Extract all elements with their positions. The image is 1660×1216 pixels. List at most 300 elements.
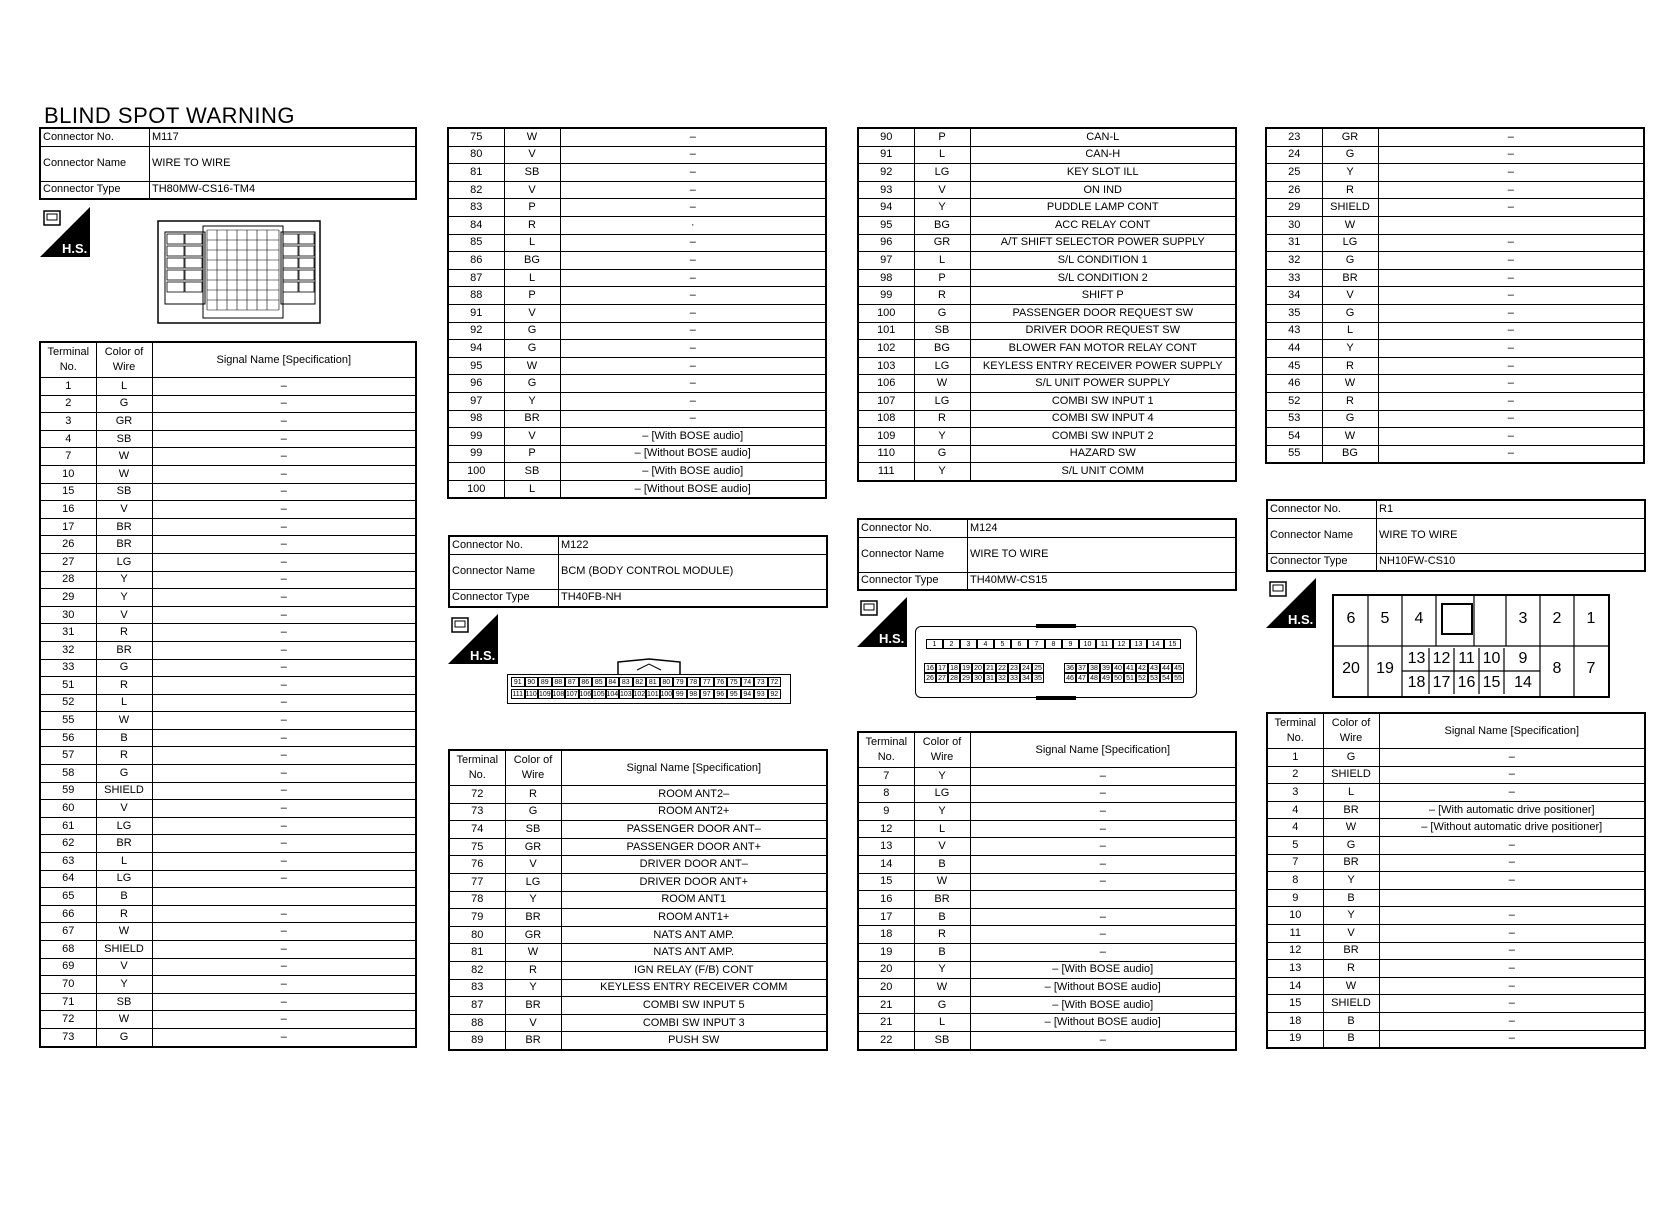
pin: 46: [1064, 673, 1076, 683]
col-color: Color of Wire: [1323, 713, 1379, 749]
terminal-no: 106: [858, 375, 914, 393]
signal-name: S/L CONDITION 1: [970, 252, 1236, 270]
table-row: [448, 304, 826, 322]
terminal-no: 3: [40, 413, 96, 431]
connector-no-label: Connector No.: [1267, 500, 1377, 518]
wire-color: Y: [914, 428, 970, 446]
table-row: [40, 641, 416, 659]
table-row: [858, 357, 1236, 375]
table-row: [858, 375, 1236, 393]
col-signal: Signal Name [Specification]: [970, 732, 1236, 768]
pin: 25: [1032, 663, 1044, 673]
table-row: [858, 1014, 1236, 1032]
wire-color: V: [505, 856, 561, 874]
table-row: [1267, 1012, 1645, 1030]
pin-6: 6: [1346, 610, 1356, 627]
terminal-no: 9: [858, 803, 914, 821]
signal-name: DRIVER DOOR REQUEST SW: [970, 322, 1236, 340]
terminal-no: 53: [1266, 410, 1322, 428]
terminal-no: 81: [449, 944, 505, 962]
wire-color: Y: [914, 768, 970, 786]
signal-name: –: [970, 873, 1236, 891]
signal-name: –: [1379, 995, 1645, 1013]
table-row: [448, 199, 826, 217]
table-row: [40, 413, 416, 431]
pin: 109: [539, 691, 551, 698]
terminal-no: 101: [858, 322, 914, 340]
wire-color: GR: [914, 234, 970, 252]
table-row: [449, 1032, 827, 1050]
table-row: [448, 463, 826, 481]
signal-name: –: [1378, 128, 1644, 146]
terminal-no: 80: [449, 926, 505, 944]
signal-name: –: [152, 747, 416, 765]
wire-color: R: [1322, 181, 1378, 199]
wire-color: BR: [914, 891, 970, 909]
connector-info-r1: [1266, 499, 1646, 572]
pin-row-bottom: [511, 689, 781, 699]
terminal-no: 111: [858, 463, 914, 481]
signal-name: –: [1378, 322, 1644, 340]
pin: 101: [647, 691, 659, 698]
terminal-no: 31: [1266, 234, 1322, 252]
terminal-no: 107: [858, 392, 914, 410]
connector-name-value: WIRE TO WIRE: [968, 537, 1237, 572]
pin: 4: [977, 639, 994, 649]
wire-color: V: [504, 181, 560, 199]
signal-name: PASSENGER DOOR ANT–: [561, 821, 827, 839]
terminal-no: 100: [448, 480, 504, 498]
signal-name: –: [1379, 766, 1645, 784]
table-row: [449, 997, 827, 1015]
terminal-no: 67: [40, 923, 96, 941]
table-row: [1267, 784, 1645, 802]
table-row: [448, 340, 826, 358]
table-row: [448, 428, 826, 446]
terminal-no: 20: [858, 979, 914, 997]
table-row: [1266, 269, 1644, 287]
signal-name: ·: [560, 216, 826, 234]
table-row: [40, 589, 416, 607]
pin: 74: [741, 677, 755, 687]
signal-name: –: [152, 976, 416, 994]
hs-label: H.S.: [62, 241, 88, 256]
terminal-no: 57: [40, 747, 96, 765]
table-row: [1266, 375, 1644, 393]
pin: 1: [926, 639, 943, 649]
pin: 90: [525, 677, 539, 687]
signal-name: –: [1378, 269, 1644, 287]
terminal-no: 55: [1266, 445, 1322, 463]
signal-name: PASSENGER DOOR ANT+: [561, 838, 827, 856]
connector-name-label: Connector Name: [449, 554, 559, 589]
terminal-no: 110: [858, 445, 914, 463]
terminal-no: 81: [448, 164, 504, 182]
signal-name: –: [152, 694, 416, 712]
signal-name: CAN-H: [970, 146, 1236, 164]
signal-name: –: [152, 853, 416, 871]
signal-name: COMBI SW INPUT 4: [970, 410, 1236, 428]
table-row: [1266, 199, 1644, 217]
pin-11: 11: [1458, 650, 1475, 667]
table-row: [1266, 252, 1644, 270]
wire-color: G: [96, 1028, 152, 1046]
wire-color: V: [505, 1014, 561, 1032]
table-row: [448, 234, 826, 252]
table-row: [448, 269, 826, 287]
signal-name: PUSH SW: [561, 1032, 827, 1050]
signal-name: –: [152, 430, 416, 448]
wire-color: SB: [96, 993, 152, 1011]
signal-name: NATS ANT AMP.: [561, 944, 827, 962]
connector-no-value: R1: [1377, 500, 1646, 518]
wire-color: V: [504, 304, 560, 322]
pin: 16: [924, 663, 936, 673]
signal-name: –: [1378, 357, 1644, 375]
terminal-no: 73: [40, 1028, 96, 1046]
signal-name: – [With BOSE audio]: [560, 428, 826, 446]
wire-color: W: [1322, 216, 1378, 234]
wire-color: BR: [504, 410, 560, 428]
terminal-no: 21: [858, 996, 914, 1014]
pin: 81: [646, 677, 660, 687]
signal-name: – [With BOSE audio]: [970, 961, 1236, 979]
signal-name: –: [1378, 304, 1644, 322]
pin: 26: [924, 673, 936, 683]
signal-name: –: [152, 765, 416, 783]
table-row: [858, 428, 1236, 446]
signal-name: –: [970, 785, 1236, 803]
harness-side-icon: [1266, 578, 1316, 628]
terminal-no: 91: [448, 304, 504, 322]
wire-color: BG: [1322, 445, 1378, 463]
signal-name: –: [560, 340, 826, 358]
table-row: [448, 357, 826, 375]
signal-name: BLOWER FAN MOTOR RELAY CONT: [970, 340, 1236, 358]
wire-color: Y: [914, 199, 970, 217]
pin: 94: [741, 689, 755, 699]
pin: 77: [700, 677, 714, 687]
signal-name: –: [560, 128, 826, 146]
wire-color: Y: [914, 463, 970, 481]
wire-color: W: [1322, 375, 1378, 393]
connector-info-m117: [39, 127, 417, 200]
pin: 107: [566, 691, 578, 698]
table-row: [1267, 995, 1645, 1013]
signal-name: –: [152, 589, 416, 607]
signal-name: ROOM ANT1: [561, 891, 827, 909]
signal-name: –: [1378, 410, 1644, 428]
signal-name: DRIVER DOOR ANT+: [561, 873, 827, 891]
signal-name: –: [152, 483, 416, 501]
connector-type-label: Connector Type: [40, 181, 150, 199]
table-row: [1266, 322, 1644, 340]
table-row: [858, 269, 1236, 287]
signal-name: ROOM ANT2+: [561, 803, 827, 821]
terminal-no: 87: [449, 997, 505, 1015]
signal-name: –: [560, 392, 826, 410]
table-row: [858, 164, 1236, 182]
terminal-no: 76: [449, 856, 505, 874]
terminal-no: 91: [858, 146, 914, 164]
table-row: [40, 765, 416, 783]
signal-name: –: [152, 659, 416, 677]
col-signal: Signal Name [Specification]: [152, 342, 416, 378]
wire-color: W: [505, 944, 561, 962]
wire-color: R: [505, 961, 561, 979]
terminal-no: 63: [40, 853, 96, 871]
signal-name: –: [152, 993, 416, 1011]
signal-name: –: [152, 835, 416, 853]
wire-color: P: [504, 287, 560, 305]
terminal-no: 3: [1267, 784, 1323, 802]
signal-name: –: [1379, 836, 1645, 854]
table-row: [858, 961, 1236, 979]
table-row: [1266, 164, 1644, 182]
signal-name: –: [970, 926, 1236, 944]
signal-name: [1379, 889, 1645, 907]
signal-name: –: [152, 553, 416, 571]
signal-name: –: [152, 677, 416, 695]
table-row: [858, 340, 1236, 358]
table-row: [448, 445, 826, 463]
terminal-no: 69: [40, 958, 96, 976]
pin-14: 14: [1514, 674, 1532, 691]
pin: 111: [512, 691, 524, 698]
pin-3: 3: [1518, 610, 1528, 627]
terminal-no: 18: [858, 926, 914, 944]
signal-name: –: [970, 943, 1236, 961]
terminal-no: 7: [858, 768, 914, 786]
pin: 83: [619, 677, 633, 687]
pin: 84: [606, 677, 620, 687]
signal-name: –: [1378, 340, 1644, 358]
terminal-no: 100: [448, 463, 504, 481]
signal-name: –: [1378, 428, 1644, 446]
terminal-no: 10: [40, 465, 96, 483]
table-row: [1267, 960, 1645, 978]
terminal-no: 90: [858, 128, 914, 146]
signal-name: –: [1378, 181, 1644, 199]
table-row: [448, 216, 826, 234]
signal-name: – [Without automatic drive positioner]: [1379, 819, 1645, 837]
signal-name: –: [1378, 199, 1644, 217]
table-row: [40, 782, 416, 800]
signal-name: –: [152, 624, 416, 642]
pin: 10: [1079, 639, 1096, 649]
signal-name: – [With automatic drive positioner]: [1379, 801, 1645, 819]
terminal-no: 73: [449, 803, 505, 821]
pin: 110: [525, 691, 537, 698]
table-row: [40, 958, 416, 976]
terminal-table-m124-b: [1265, 127, 1645, 464]
terminal-no: 17: [40, 518, 96, 536]
signal-name: –: [970, 820, 1236, 838]
signal-name: –: [970, 908, 1236, 926]
wire-color: LG: [96, 870, 152, 888]
wire-color: Y: [504, 392, 560, 410]
col-signal: Signal Name [Specification]: [1379, 713, 1645, 749]
terminal-no: 46: [1266, 375, 1322, 393]
signal-name: –: [152, 413, 416, 431]
signal-name: – [Without BOSE audio]: [560, 445, 826, 463]
pin-row-bottom-right: [1064, 663, 1186, 683]
signal-name: – [Without BOSE audio]: [970, 979, 1236, 997]
terminal-no: 10: [1267, 907, 1323, 925]
table-row: [448, 128, 826, 146]
pin: 93: [754, 689, 768, 699]
wire-color: BG: [914, 340, 970, 358]
terminal-table-m122-b: [857, 127, 1237, 482]
wire-color: SB: [96, 430, 152, 448]
wire-color: L: [1323, 784, 1379, 802]
terminal-no: 74: [449, 821, 505, 839]
connector-name-label: Connector Name: [858, 537, 968, 572]
table-row: [1266, 287, 1644, 305]
table-row: [858, 996, 1236, 1014]
table-row: [40, 677, 416, 695]
table-row: [1266, 128, 1644, 146]
terminal-no: 82: [449, 961, 505, 979]
terminal-no: 33: [1266, 269, 1322, 287]
pin: 35: [1032, 673, 1044, 683]
signal-name: –: [1378, 164, 1644, 182]
table-row: [858, 181, 1236, 199]
table-row: [40, 694, 416, 712]
table-row: [40, 501, 416, 519]
table-row: [1266, 428, 1644, 446]
table-row: [1267, 766, 1645, 784]
table-row: [858, 926, 1236, 944]
wire-color: W: [914, 979, 970, 997]
table-row: [1267, 1030, 1645, 1048]
wire-color: Y: [96, 589, 152, 607]
pin: 24: [1020, 663, 1032, 673]
terminal-no: 99: [448, 428, 504, 446]
table-row: [40, 395, 416, 413]
terminal-no: 24: [1266, 146, 1322, 164]
wire-color: Y: [1323, 872, 1379, 890]
table-row: [449, 1014, 827, 1032]
table-row: [448, 480, 826, 498]
pin: 97: [700, 689, 714, 699]
terminal-no: 51: [40, 677, 96, 695]
table-row: [40, 817, 416, 835]
terminal-no: 1: [40, 378, 96, 396]
wire-color: Y: [1322, 164, 1378, 182]
table-row: [1266, 234, 1644, 252]
table-row: [858, 785, 1236, 803]
table-row: [40, 483, 416, 501]
table-row: [1266, 216, 1644, 234]
pin: 29: [960, 673, 972, 683]
signal-name: –: [1379, 872, 1645, 890]
table-row: [858, 908, 1236, 926]
table-row: [1267, 872, 1645, 890]
wire-color: L: [914, 146, 970, 164]
terminal-no: 29: [1266, 199, 1322, 217]
wire-color: L: [96, 378, 152, 396]
wire-color: BR: [1323, 854, 1379, 872]
signal-name: –: [152, 800, 416, 818]
wire-color: SB: [505, 821, 561, 839]
terminal-no: 17: [858, 908, 914, 926]
table-row: [1267, 889, 1645, 907]
table-row: [1267, 907, 1645, 925]
signal-name: –: [152, 571, 416, 589]
wire-color: G: [504, 322, 560, 340]
table-row: [40, 1028, 416, 1046]
pin: 28: [948, 673, 960, 683]
wire-color: R: [96, 624, 152, 642]
pin-20: 20: [1342, 660, 1360, 677]
table-row: [449, 838, 827, 856]
signal-name: –: [560, 252, 826, 270]
connector-no-label: Connector No.: [449, 536, 559, 554]
wire-color: B: [1323, 1012, 1379, 1030]
terminal-no: 72: [449, 786, 505, 804]
pin: 30: [972, 673, 984, 683]
terminal-no: 79: [449, 909, 505, 927]
wire-color: R: [505, 786, 561, 804]
wire-color: LG: [914, 357, 970, 375]
col-terminal: Terminal No.: [858, 732, 914, 768]
pin: 82: [633, 677, 647, 687]
pin: 105: [593, 691, 605, 698]
wire-color: LG: [96, 817, 152, 835]
pin: 52: [1136, 673, 1148, 683]
signal-name: –: [152, 712, 416, 730]
table-row: [449, 786, 827, 804]
terminal-no: 8: [1267, 872, 1323, 890]
wire-color: BG: [504, 252, 560, 270]
wire-color: R: [1322, 392, 1378, 410]
pin: 96: [714, 689, 728, 699]
terminal-no: 14: [858, 855, 914, 873]
wire-color: W: [914, 375, 970, 393]
signal-name: COMBI SW INPUT 3: [561, 1014, 827, 1032]
signal-name: COMBI SW INPUT 2: [970, 428, 1236, 446]
wire-color: W: [96, 923, 152, 941]
signal-name: –: [1379, 924, 1645, 942]
signal-name: [152, 888, 416, 906]
terminal-no: 8: [858, 785, 914, 803]
wire-color: B: [96, 888, 152, 906]
table-row: [858, 234, 1236, 252]
terminal-no: 55: [40, 712, 96, 730]
signal-name: S/L CONDITION 2: [970, 269, 1236, 287]
terminal-no: 94: [858, 199, 914, 217]
wire-color: SB: [504, 463, 560, 481]
pin: 103: [620, 691, 632, 698]
pin: 12: [1113, 639, 1130, 649]
wire-color: B: [914, 855, 970, 873]
table-row: [40, 518, 416, 536]
signal-name: –: [152, 536, 416, 554]
pin: 3: [960, 639, 977, 649]
pin: 13: [1130, 639, 1147, 649]
pin: 86: [579, 677, 593, 687]
wire-color: V: [96, 606, 152, 624]
terminal-no: 83: [448, 199, 504, 217]
wire-color: SB: [96, 483, 152, 501]
signal-name: –: [560, 181, 826, 199]
pin: 50: [1112, 673, 1124, 683]
pin: 15: [1164, 639, 1181, 649]
wire-color: R: [914, 287, 970, 305]
table-row: [1267, 854, 1645, 872]
table-row: [858, 146, 1236, 164]
